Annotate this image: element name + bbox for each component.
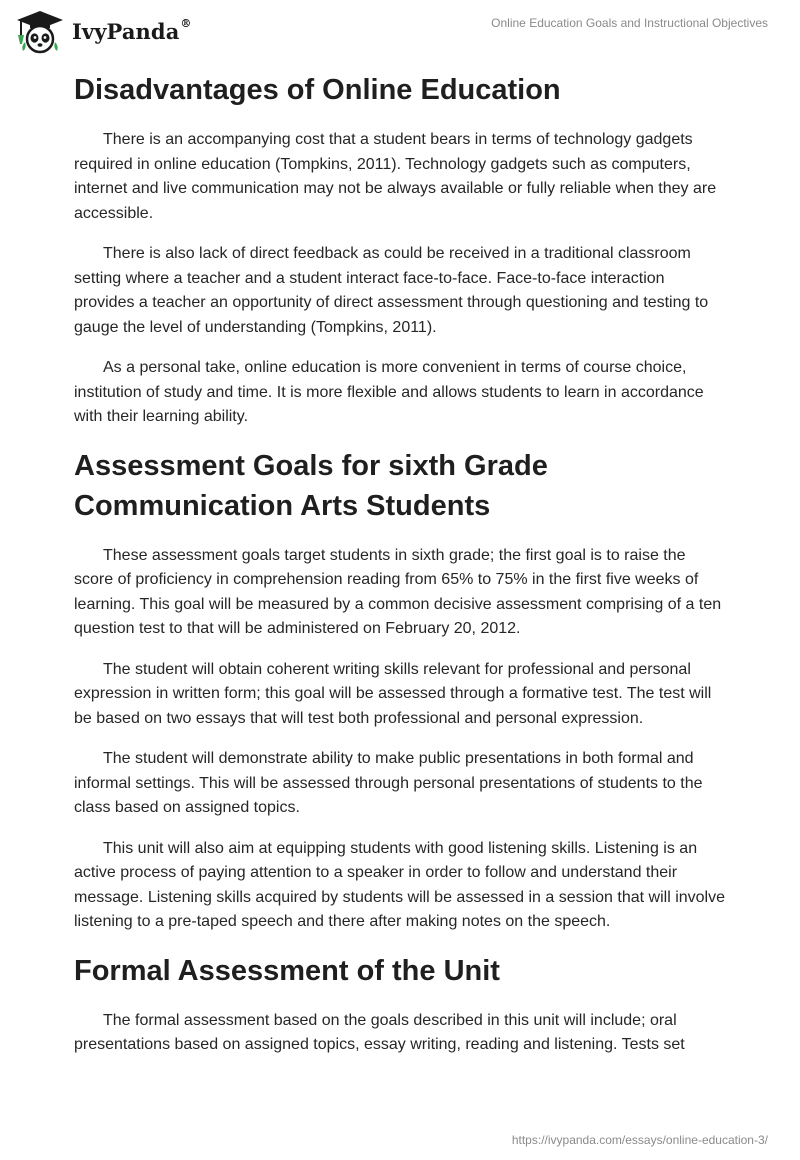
essay-content bbox=[74, 70, 726, 1074]
paragraph: The student will demonstrate ability to make public presentations in both formal and informal settings. This will be assessed through personal presentations of students to the class based on assigned topics. bbox=[74, 750, 703, 816]
paragraph: This unit will also aim at equipping students with good listening skills. Listening is an active process of paying attention to a speaker in order to follow and understand their message. Listening skills acquired by students will be assessed in a session that will involve listening to a pre-taped speech and there after making notes on the speech. bbox=[74, 839, 725, 930]
brand-name: IvyPanda® bbox=[72, 16, 192, 44]
paragraph: The formal assessment based on the goals described in this unit will include; oral presentations based on assigned topics, essay writing, reading and listening. Tests set bbox=[74, 1011, 685, 1053]
section-disadvantages bbox=[74, 70, 726, 430]
section-assessment-goals bbox=[74, 446, 726, 935]
paragraph: There is an accompanying cost that a student bears in terms of technology gadgets required in online education (Tompkins, 2011). Technology gadgets such as computers, internet and live communication may not be always available or fully reliable when they are accessible. bbox=[74, 131, 717, 222]
paragraph: As a personal take, online education is more convenient in terms of course choice, institution of study and time. It is more flexible and allows students to learn in accordance with their learning ability. bbox=[74, 359, 704, 425]
ivypanda-logo[interactable] bbox=[14, 8, 192, 54]
section-heading: Disadvantages of Online Education bbox=[74, 74, 561, 106]
document-title: Online Education Goals and Instructional Objectives bbox=[491, 16, 768, 30]
panda-graduation-cap-icon bbox=[14, 8, 66, 54]
paragraph: These assessment goals target students in sixth grade; the first goal is to raise the score of proficiency in comprehension reading from 65% to 75% in the first five weeks of learning. This goal will be measured by a common decisive assessment comprising of a ten question test to that will be administered on February 20, 2012. bbox=[74, 546, 722, 637]
section-heading: Formal Assessment of the Unit bbox=[74, 954, 500, 987]
paragraph: The student will obtain coherent writing skills relevant for professional and personal expression in written form; this goal will be assessed through a formative test. The test will be based on two essays that will test both professional and personal expression. bbox=[74, 660, 712, 727]
paragraph: There is also lack of direct feedback as could be received in a traditional classroom setting where a teacher and a student interact face-to-face. Face-to-face interaction provides a teacher an opportunity of direct assessment through questioning and testing to gauge the level of understanding (Tompkins, 2011). bbox=[74, 245, 709, 336]
page-header bbox=[0, 0, 800, 62]
source-url-link[interactable]: https://ivypanda.com/essays/online-education-3/ bbox=[511, 1133, 768, 1147]
section-heading: Assessment Goals for sixth Grade Communication Arts Students bbox=[74, 449, 548, 522]
section-formal-assessment bbox=[74, 951, 726, 1058]
